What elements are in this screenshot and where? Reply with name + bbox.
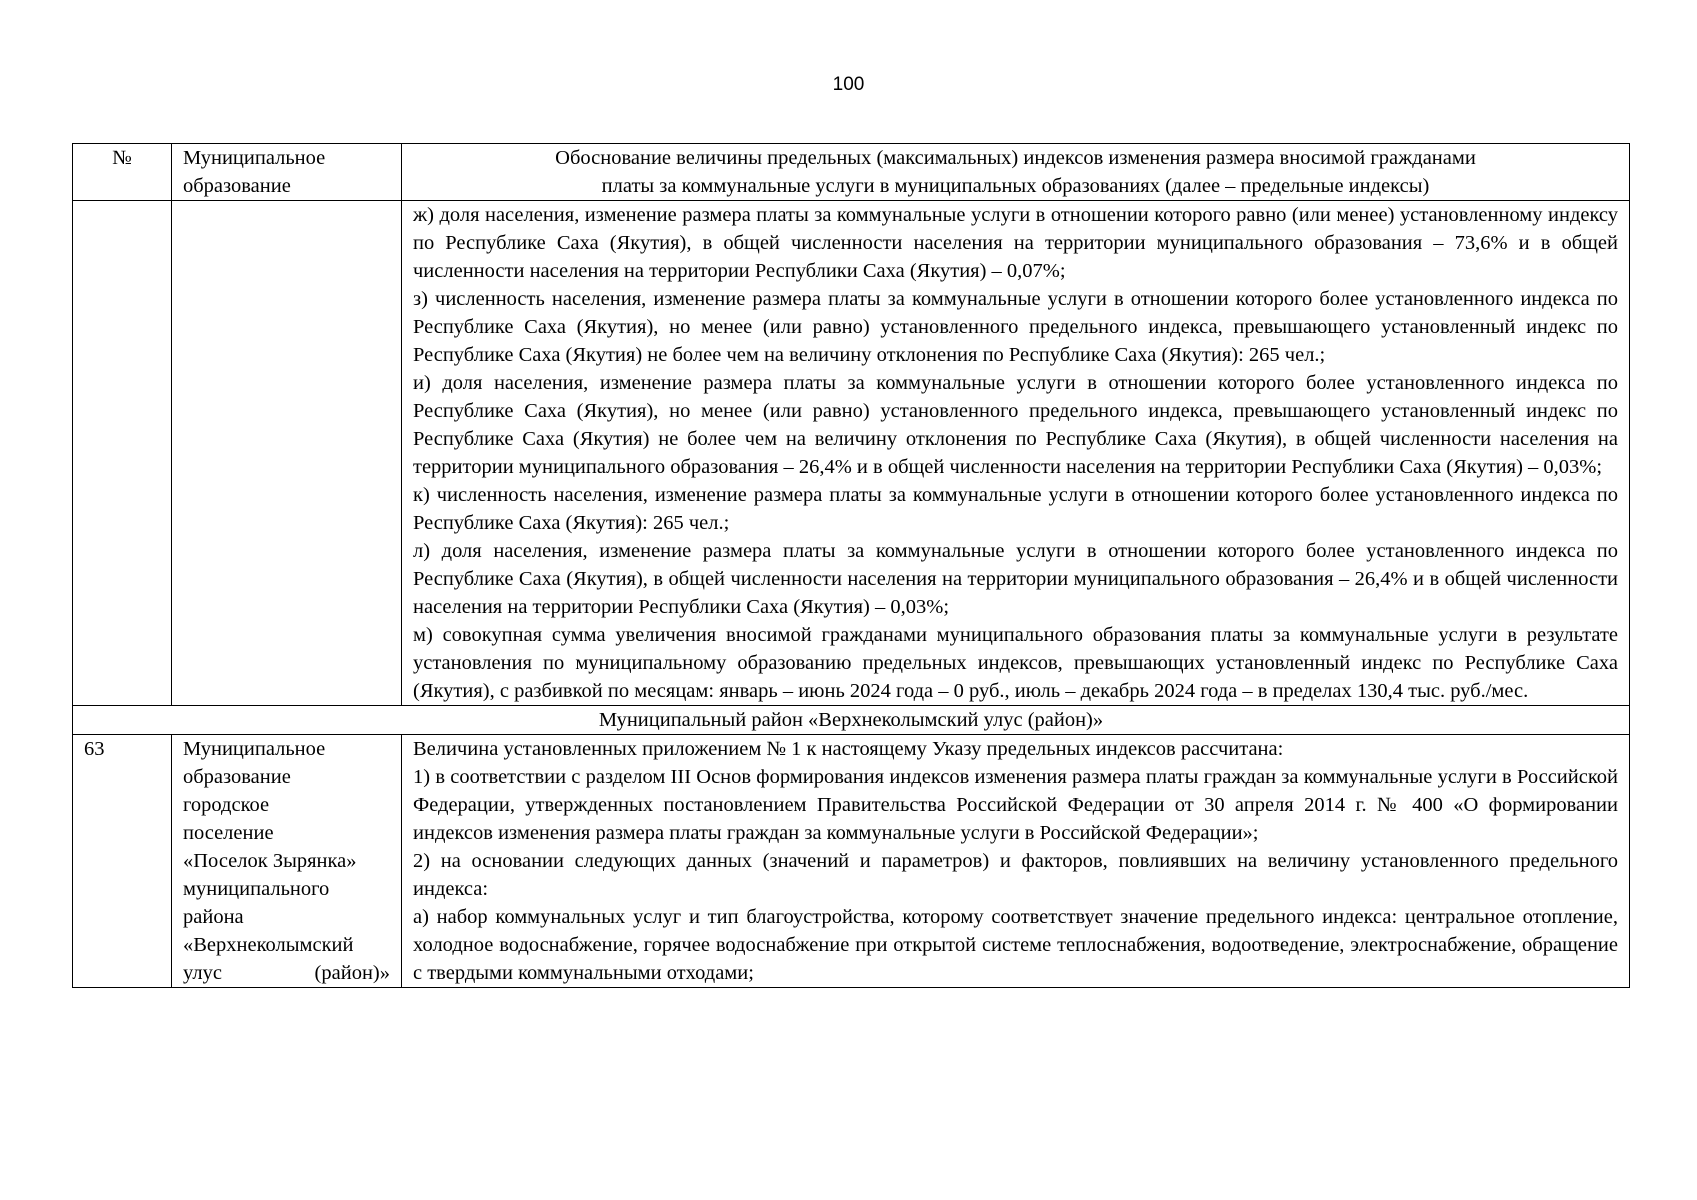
header-justification-line2: платы за коммунальные услуги в муниципальных образованиях (далее – предельные индексы) [601, 175, 1430, 197]
header-justification-line1: Обоснование величины предельных (максимальных) индексов изменения размера вносимой гражданами [555, 147, 1476, 169]
paragraph-zh: ж) доля населения, изменение размера платы за коммунальные услуги в отношении которого равно (или менее) установленному индексу по Республике Саха (Якутия), в общей численности населения на территории муниципального образования – 73,6% и в общей численности населения на территории Республики Саха (Якутия) – 0,07%; [413, 204, 1618, 282]
header-justification [402, 144, 1630, 201]
paragraph-intro: Величина установленных приложением № 1 к настоящему Указу предельных индексов рассчитана: [413, 738, 1284, 760]
header-municipality [172, 144, 402, 201]
municipality-line: улус (район)» [183, 962, 390, 984]
header-municipality-line2: образование [183, 175, 291, 197]
municipality-line: образование [183, 766, 291, 788]
municipality-line: городское [183, 794, 270, 816]
municipality-line: муниципального [183, 878, 330, 900]
section-heading: Муниципальный район «Верхнеколымский улус (район)» [73, 706, 1630, 735]
continuation-row [73, 201, 1630, 706]
paragraph-l: л) доля населения, изменение размера платы за коммунальные услуги в отношении которого более установленного индекса по Республике Саха (Якутия), в общей численности населения на территории муниципального образования – 26,4% и в общей численности населения на территории Республики Саха (Якутия) – 0,03%; [413, 540, 1618, 618]
header-municipality-line1: Муниципальное [183, 147, 326, 169]
indices-table [72, 143, 1630, 988]
row-municipality [172, 735, 402, 988]
paragraph-i: и) доля населения, изменение размера платы за коммунальные услуги в отношении которого более установленного индекса по Республике Саха (Якутия), но менее (или равно) установленного предельного индекса, превышающего установленный индекс по Республике Саха (Якутия) не более чем на величину отклонения по Республике Саха (Якутия), в общей численности населения на территории муниципального образования – 26,4% и в общей численности населения на территории Республики Саха (Якутия) – 0,03%; [413, 372, 1618, 478]
paragraph-1: 1) в соответствии с разделом III Основ формирования индексов изменения размера платы граждан за коммунальные услуги в Российской Федерации, утвержденных постановлением Правительства Российской Федерации от 30 апреля 2014 г. № 400 «О формировании индексов изменения размера платы граждан за коммунальные услуги в Российской Федерации»; [413, 766, 1618, 844]
row-number: 63 [73, 735, 172, 988]
table-header-row [73, 144, 1630, 201]
municipality-line: поселение [183, 822, 274, 844]
section-row [73, 706, 1630, 735]
continuation-number-cell [73, 201, 172, 706]
municipality-line: района [183, 906, 244, 928]
table-row-63 [73, 735, 1630, 988]
municipality-line: Муниципальное [183, 738, 326, 760]
paragraph-m: м) совокупная сумма увеличения вносимой гражданами муниципального образования платы за коммунальные услуги в результате установления по муниципальному образованию предельных индексов, превышающих установленный индекс по Республике Саха (Якутия), с разбивкой по месяцам: январь – июнь 2024 года – 0 руб., июль – декабрь 2024 года – в пределах 130,4 тыс. руб./мес. [413, 624, 1618, 702]
paragraph-z: з) численность населения, изменение размера платы за коммунальные услуги в отношении которого более установленного индекса по Республике Саха (Якутия), но менее (или равно) установленного предельного индекса, превышающего установленный индекс по Республике Саха (Якутия) не более чем на величину отклонения по Республике Саха (Якутия): 265 чел.; [413, 288, 1618, 366]
municipality-line: «Поселок Зырянка» [183, 850, 357, 872]
page-number: 100 [832, 74, 865, 95]
continuation-justification-cell [402, 201, 1630, 706]
continuation-municipality-cell [172, 201, 402, 706]
municipality-line: «Верхнеколымский [183, 934, 354, 956]
paragraph-2: 2) на основании следующих данных (значений и параметров) и факторов, повлиявших на величину установленного предельного индекса: [413, 850, 1618, 900]
paragraph-a: а) набор коммунальных услуг и тип благоустройства, которому соответствует значение предельного индекса: центральное отопление, холодное водоснабжение, горячее водоснабжение при открытой системе теплоснабжения, водоотведение, электроснабжение, обращение с твердыми коммунальными отходами; [413, 906, 1618, 984]
paragraph-k: к) численность населения, изменение размера платы за коммунальные услуги в отношении которого более установленного индекса по Республике Саха (Якутия): 265 чел.; [413, 484, 1618, 534]
row-justification [402, 735, 1630, 988]
header-number: № [73, 144, 172, 201]
